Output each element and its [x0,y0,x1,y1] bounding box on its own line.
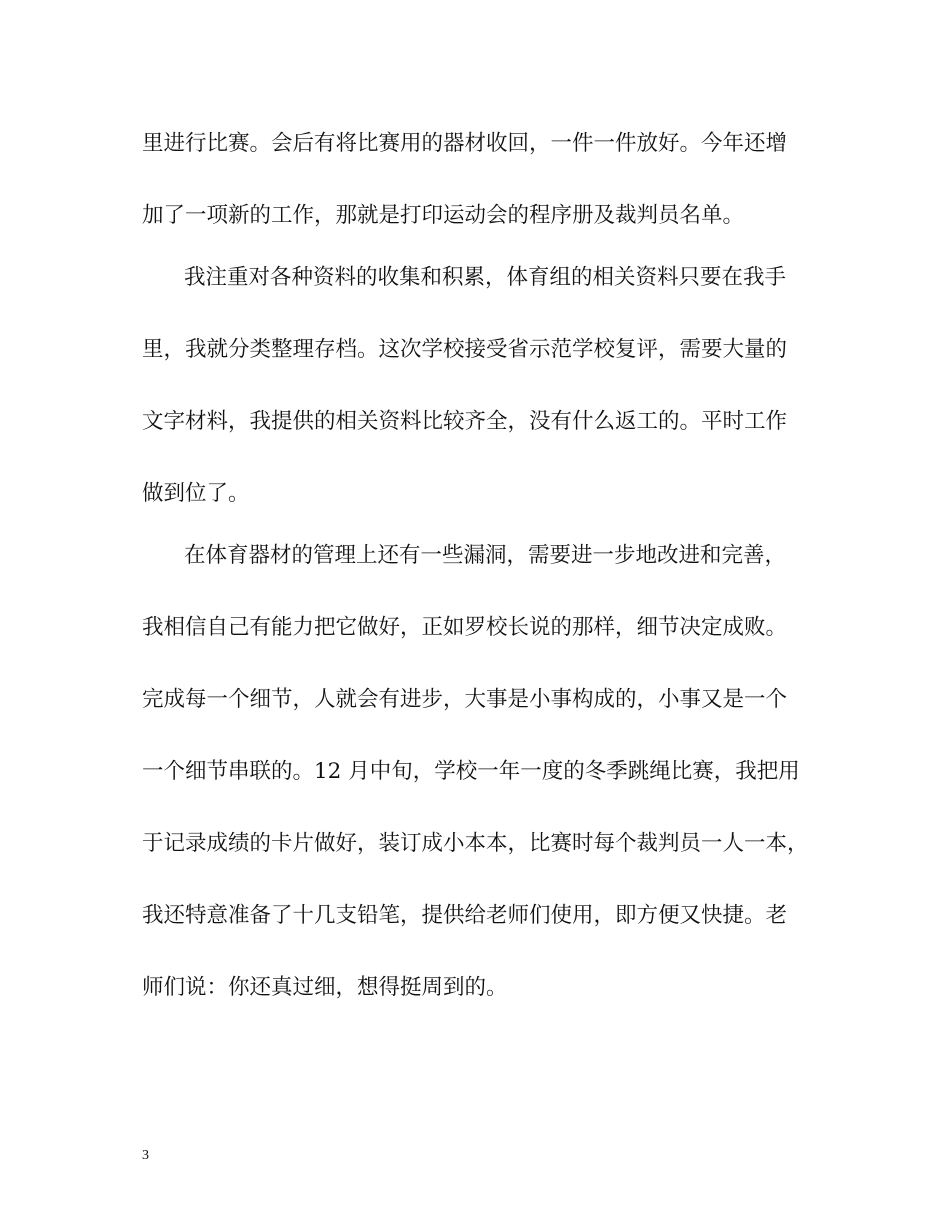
text-line-12: 我还特意准备了十几支铅笔，提供给老师们使用，即方便又快捷。老 [142,903,788,928]
text-line-10: 一个细节串联的。12 月中旬，学校一年一度的冬季跳绳比赛，我把用 [142,759,800,784]
text-line-4: 里，我就分类整理存档。这次学校接受省示范学校复评，需要大量的 [142,337,788,362]
page-number: 3 [142,1148,149,1163]
text-line-1: 里进行比赛。会后有将比赛用的器材收回，一件一件放好。今年还增 [142,131,788,156]
text-line-13: 师们说：你还真过细，想得挺周到的。 [142,975,508,1000]
text-line-5: 文字材料，我提供的相关资料比较齐全，没有什么返工的。平时工作 [142,409,788,434]
paragraph-3-line-1: 在体育器材的管理上还有一些漏洞，需要进一步地改进和完善， [184,543,787,568]
text-line-11: 于记录成绩的卡片做好，装订成小本本，比赛时每个裁判员一人一本， [142,831,809,856]
text-line-2: 加了一项新的工作，那就是打印运动会的程序册及裁判员名单。 [142,203,745,228]
paragraph-2-line-1: 我注重对各种资料的收集和积累，体育组的相关资料只要在我手 [184,265,787,290]
text-line-8: 我相信自己有能力把它做好，正如罗校长说的那样，细节决定成败。 [142,615,788,640]
text-line-6: 做到位了。 [142,481,250,506]
text-line-9: 完成每一个细节，人就会有进步，大事是小事构成的，小事又是一个 [142,687,788,712]
